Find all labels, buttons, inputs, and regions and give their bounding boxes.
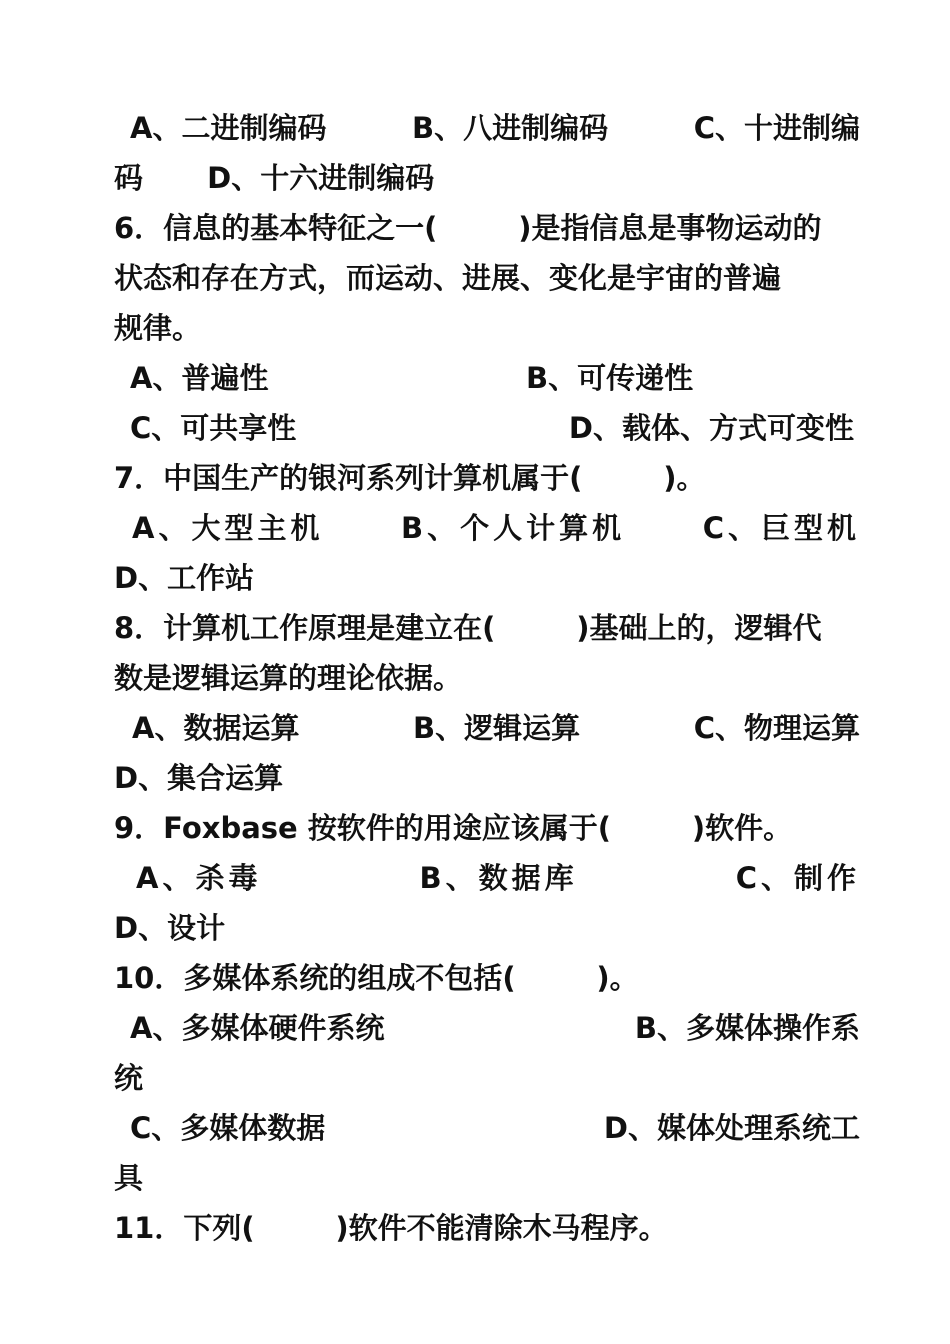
q6-option-c: C、可共享性 [130,411,297,445]
q9-options-row-1 [114,853,860,903]
q5-option-c-cont: 码 [114,161,144,195]
q6-stem-line-1: 6．信息的基本特征之一( )是指信息是事物运动的 [114,211,822,245]
q8-option-d: D、集合运算 [114,761,284,795]
q10-option-d-cont: 具 [114,1161,144,1195]
q6-stem-line-2: 状态和存在方式，而运动、进展、变化是宇宙的普遍 [114,261,782,295]
q5-option-a: A、二进制编码 [130,111,327,145]
q5-options-row-1 [114,103,860,153]
q7-option-d: D、工作站 [114,561,255,595]
q6-option-d: D、载体、方式可变性 [568,411,854,445]
q7-options-row-1 [114,503,860,553]
q9-option-d: D、设计 [114,911,226,945]
q10-option-b-part: B、多媒体操作系 [634,1011,860,1045]
q9-option-b: B、数据库 [419,861,578,895]
q6-option-b: B、可传递性 [526,361,694,395]
q8-option-b: B、逻辑运算 [413,711,581,745]
q10-options-row-2 [114,1103,860,1153]
q7-stem: 7．中国生产的银河系列计算机属于( )。 [114,461,706,495]
q8-option-a: A、数据运算 [132,711,300,745]
q9-option-a: A、杀毒 [136,861,262,895]
q10-option-c: C、多媒体数据 [130,1111,326,1145]
q10-stem: 10．多媒体系统的组成不包括( )。 [114,961,639,995]
q6-options-row-1 [114,353,860,403]
q7-option-b: B、个人计算机 [401,511,626,545]
q5-option-b: B、八进制编码 [412,111,609,145]
q10-option-a: A、多媒体硬件系统 [130,1011,385,1045]
q8-stem-line-2: 数是逻辑运算的理论依据。 [114,661,463,695]
q9-option-c: C、制作 [735,861,860,895]
q8-stem-line-1: 8．计算机工作原理是建立在( )基础上的，逻辑代 [114,611,822,645]
q5-options-row-2 [114,153,860,203]
q7-option-c: C、巨型机 [702,511,860,545]
q10-option-b-cont: 统 [114,1061,144,1095]
q8-options-row-1 [114,703,860,753]
q6-stem-line-3: 规律。 [114,311,202,345]
q5-option-c-part: C、十进制编 [693,111,860,145]
q6-option-a: A、普遍性 [130,361,269,395]
q10-option-d-part: D、媒体处理系统工 [603,1111,860,1145]
q11-stem: 11．下列( )软件不能清除木马程序。 [114,1211,668,1245]
q8-option-c: C、物理运算 [693,711,860,745]
q7-option-a: A、大型主机 [132,511,324,545]
q9-stem: 9．Foxbase 按软件的用途应该属于( )软件。 [114,811,793,845]
q10-options-row-1 [114,1003,860,1053]
q6-options-row-2 [114,403,860,453]
document-page [114,103,860,1253]
q5-option-d: D、十六进制编码 [207,161,435,195]
